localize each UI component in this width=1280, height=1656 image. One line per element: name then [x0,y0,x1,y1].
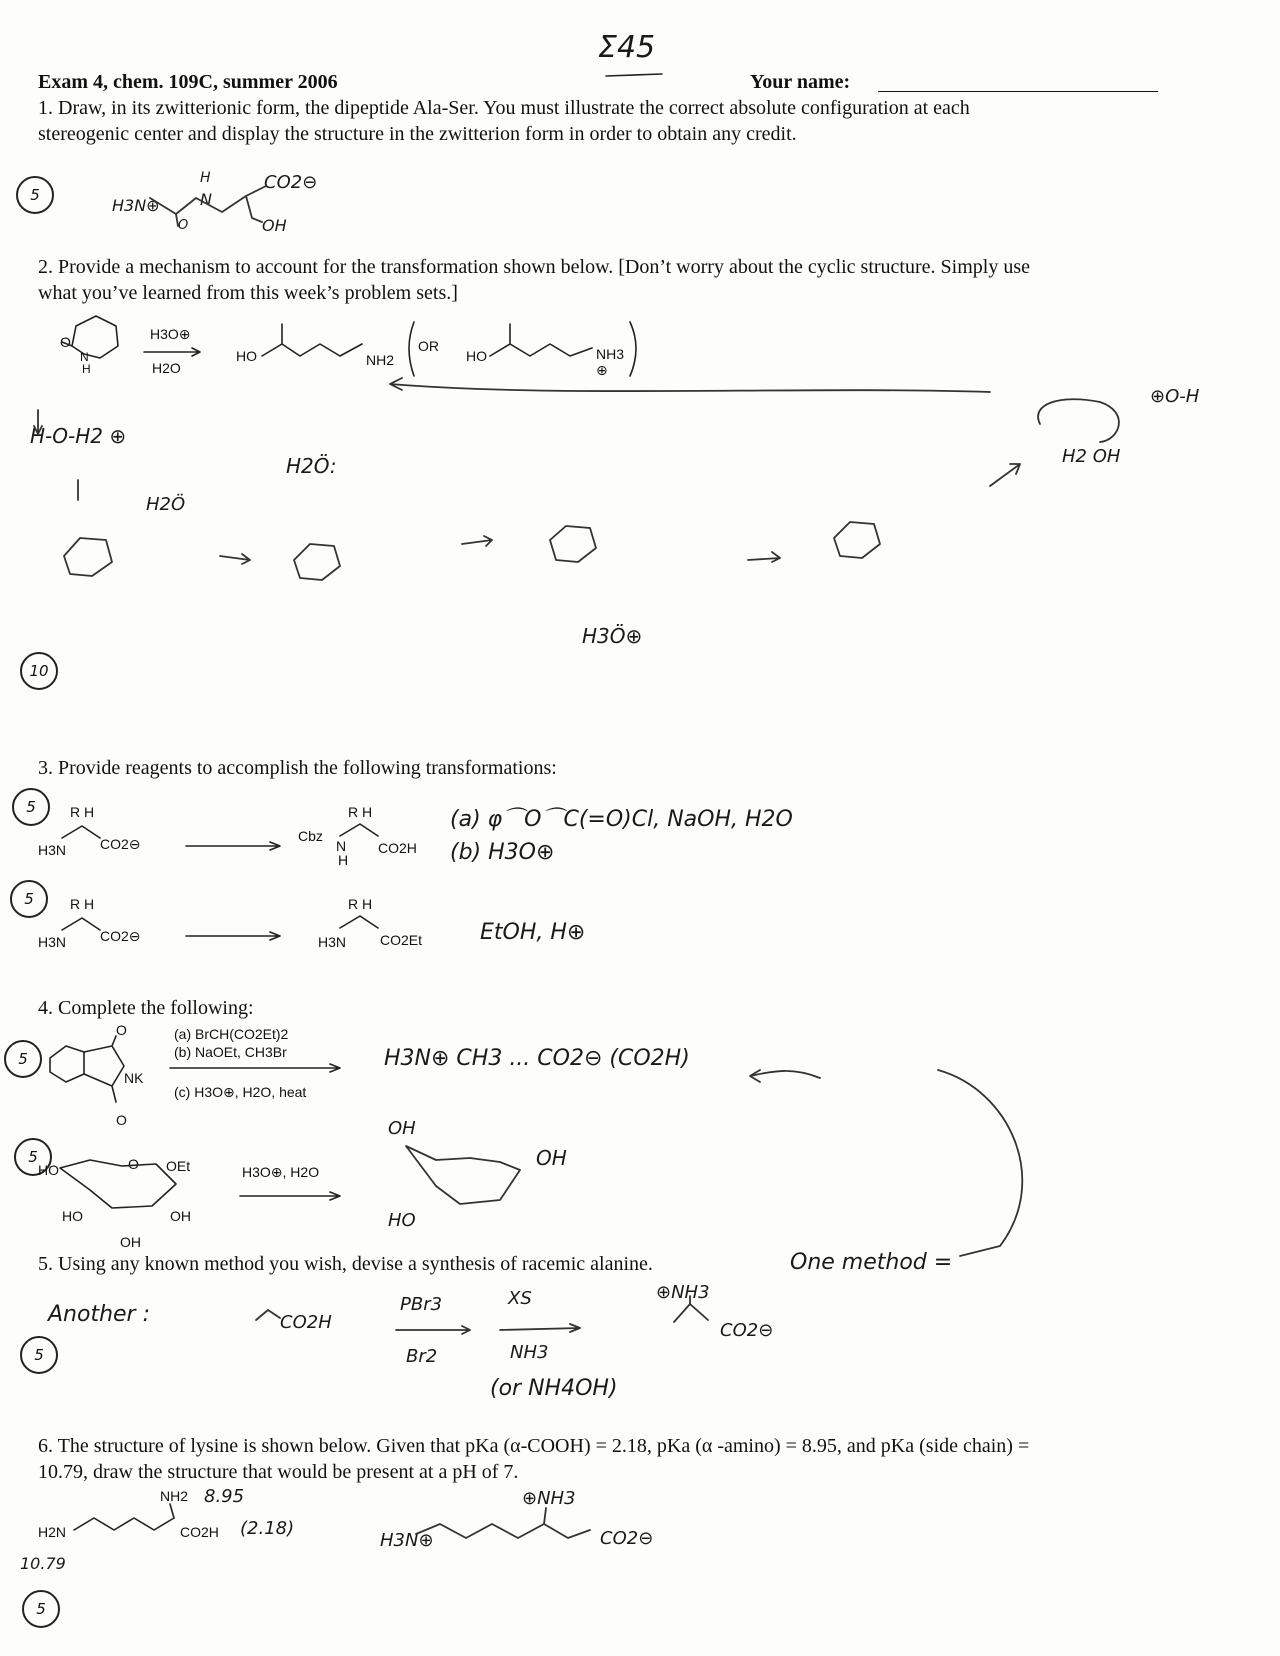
q3b-rh2: R H [348,896,373,912]
q4-hydrolysis: H3O⊕, H2O [242,1164,320,1180]
q5-product-co2: CO2⊖ [720,1320,774,1341]
product-chain [262,324,362,356]
q3a-h3n: H3N [38,842,67,858]
q3b-rh: R H [70,896,95,912]
q6-prompt-line1: 6. The structure of lysine is shown below. Given that pKa (α-COOH) = 2.18, pKa (α -amino) = 8.95, and pKa (side chain) = [38,1435,1030,1457]
q2-hw-protonated: ⊕O-H [1150,386,1200,407]
sugar-ho-bottom: HO [62,1208,83,1224]
q3a-answer2: (b) H3O⊕ [450,840,555,865]
mech-ring-2 [294,544,340,580]
q1-prompt-line1: 1. Draw, in its zwitterionic form, the dipeptide Ala-Ser. You must illustrate the correct absolute configuration at each [38,97,970,119]
q4a-arrow [170,1064,340,1072]
product-ho: HO [236,348,257,364]
q2-hw-h3o: H3Ö⊕ [582,624,643,648]
or-paren-left [409,322,414,376]
q2-hw-step1: H-O-H2 ⊕ [30,424,127,448]
q1-answer-oh: OH [262,216,287,235]
q6-answer-nh3: ⊕NH3 [522,1488,576,1509]
product-nh2: NH2 [366,352,395,368]
q4b-arrow [240,1192,340,1200]
q6-answer-h3n: H3N⊕ [380,1530,434,1551]
lysine-chain [74,1504,174,1530]
phth-o-top: O [116,1022,127,1038]
q3a-rh2: R H [348,804,373,820]
q4a-answer: H3N⊕ CH3 ... CO2⊖ (CO2H) [384,1046,690,1071]
q3b-h3n: H3N [38,934,67,950]
q2-reagent-top: H3O⊕ [150,326,191,342]
q3a-h: H [338,852,349,868]
mech-ring-1 [64,538,112,576]
q4b-answer-ho: HO [388,1210,416,1231]
sugar-ring-o: O [128,1156,139,1172]
q4-grade-a: 5 [4,1040,42,1078]
q4b-answer-oh2: OH [536,1146,567,1170]
mech-arrow-2 [462,536,492,546]
q4-curved-arrow [938,1070,1022,1256]
score-underline [606,74,662,76]
q2-hw-ring-label: H2 OH [1062,446,1121,467]
q5-reagent-br2: Br2 [406,1346,438,1367]
q3a-skeleton [62,824,378,838]
q2-return-arrow [390,378,990,392]
lysine-pka-amino: 8.95 [204,1486,245,1507]
mech-down-arrow [34,410,78,500]
lactam-h: H [82,362,91,376]
q3b-answer: EtOH, H⊕ [480,920,586,945]
q5-reagent-xs: XS [508,1288,532,1309]
q3a-answer1: (a) φ⌒O⌒C(=O)Cl, NaOH, H2O [450,807,793,832]
q5-grade: 5 [20,1336,58,1374]
score-total: Σ45 [598,30,656,65]
q4-reagent-c: (c) H3O⊕, H2O, heat [174,1084,307,1100]
sugar-oet: OEt [166,1158,191,1174]
q4-prompt: 4. Complete the following: [38,997,254,1019]
q3a-co2: CO2⊖ [100,836,141,852]
q5-reagent-nh4oh: (or NH4OH) [490,1376,618,1401]
q4a-answer-arrow [750,1070,820,1082]
q3-prompt: 3. Provide reagents to accomplish the following transformations: [38,757,557,779]
alt-plus: ⊕ [596,362,608,378]
phthalimide [50,1036,124,1102]
sugar-ring [60,1160,176,1208]
sugar-oh-right: OH [170,1208,191,1224]
alt-nh3: NH3 [596,346,625,362]
lysine-co2h: CO2H [180,1524,219,1540]
q3a-rh: R H [70,804,95,820]
lactam-ring [62,316,118,358]
mech-arrow-1 [220,554,250,564]
q6-answer-co2: CO2⊖ [600,1528,654,1549]
q5-reagent-nh3: NH3 [510,1342,549,1363]
q5-another: Another : [48,1302,151,1327]
q4-grade-b: 5 [14,1138,52,1176]
mech-arrow-4 [990,464,1020,486]
q1-answer-n: N [200,190,212,209]
mech-ring-5 [1038,399,1119,442]
q3b-skeleton [62,916,378,930]
q3a-arrow [186,842,280,850]
q4-reagent-b: (b) NaOEt, CH3Br [174,1044,287,1060]
q4b-answer-ring [406,1146,520,1204]
q1-grade: 5 [16,176,54,214]
lactam-n: N [80,350,89,364]
q3b-h3n2: H3N [318,934,347,950]
q5-prompt: 5. Using any known method you wish, devise a synthesis of racemic alanine. [38,1253,653,1275]
q3-grade-a: 5 [12,788,50,826]
phth-o-bottom: O [116,1112,127,1128]
sugar-ho-left: HO [38,1162,59,1178]
mech-ring-3 [550,526,596,562]
lactam-o: O [60,334,71,350]
q5-arrow-2 [500,1324,580,1332]
q5-start: CO2H [280,1312,332,1333]
q1-answer-o: O [178,218,189,233]
phth-nk: NK [124,1070,144,1086]
or-label: OR [418,338,439,354]
q2-hw-water1: H2Ö: [286,454,337,478]
q5-product [674,1296,708,1322]
q5-one-method: One method = [790,1250,953,1275]
lysine-pka-side: 10.79 [20,1554,66,1573]
q2-grade: 10 [20,652,58,690]
alt-chain [490,324,592,356]
q4-reagent-a: (a) BrCH(CO2Et)2 [174,1026,289,1042]
q1-answer-co2: CO2⊖ [264,172,318,193]
exam-title: Exam 4, chem. 109C, summer 2006 [38,71,338,93]
lysine-nh2: NH2 [160,1488,189,1504]
your-name-label: Your name: [750,71,851,93]
q6-answer-chain [416,1508,590,1538]
q5-reagent-pbr3: PBr3 [400,1294,443,1315]
q2-prompt-line2: what you’ve learned from this week’s problem sets.] [38,282,458,304]
q2-arrow [144,348,200,356]
alt-ho: HO [466,348,487,364]
lysine-h2n: H2N [38,1524,67,1540]
q3b-co2et: CO2Et [380,932,423,948]
q5-arrow-1 [396,1326,470,1334]
q5-product-nh3: ⊕NH3 [656,1282,710,1303]
q3b-co2: CO2⊖ [100,928,141,944]
mech-ring-4 [834,522,880,558]
lysine-pka-cooh: (2.18) [240,1518,295,1539]
q1-prompt-line2: stereogenic center and display the structure in the zwitterion form in order to obtain any credit. [38,123,797,145]
q5-start-chain [256,1310,280,1320]
q2-reagent-bottom: H2O [152,360,181,376]
q1-answer-h3n: H3N⊕ [112,196,160,215]
or-paren-right [630,322,636,376]
q3a-n: N [336,838,347,854]
q2-hw-water2: H2Ö [146,494,186,515]
sugar-oh-bottom: OH [120,1234,141,1250]
q6-prompt-line2: 10.79, draw the structure that would be present at a pH of 7. [38,1461,519,1483]
mech-arrow-3 [748,552,780,562]
q1-skeleton [150,186,266,226]
q3a-cbz: Cbz [298,828,323,844]
q1-answer-h: H [200,170,211,186]
q3b-arrow [186,932,280,940]
q4b-answer-oh: OH [388,1118,416,1139]
q3-grade-b: 5 [10,880,48,918]
q2-prompt-line1: 2. Provide a mechanism to account for the transformation shown below. [Don’t worry about the cyclic structure. Simply use [38,256,1030,278]
q6-grade: 5 [22,1590,60,1628]
q3a-co2h: CO2H [378,840,417,856]
